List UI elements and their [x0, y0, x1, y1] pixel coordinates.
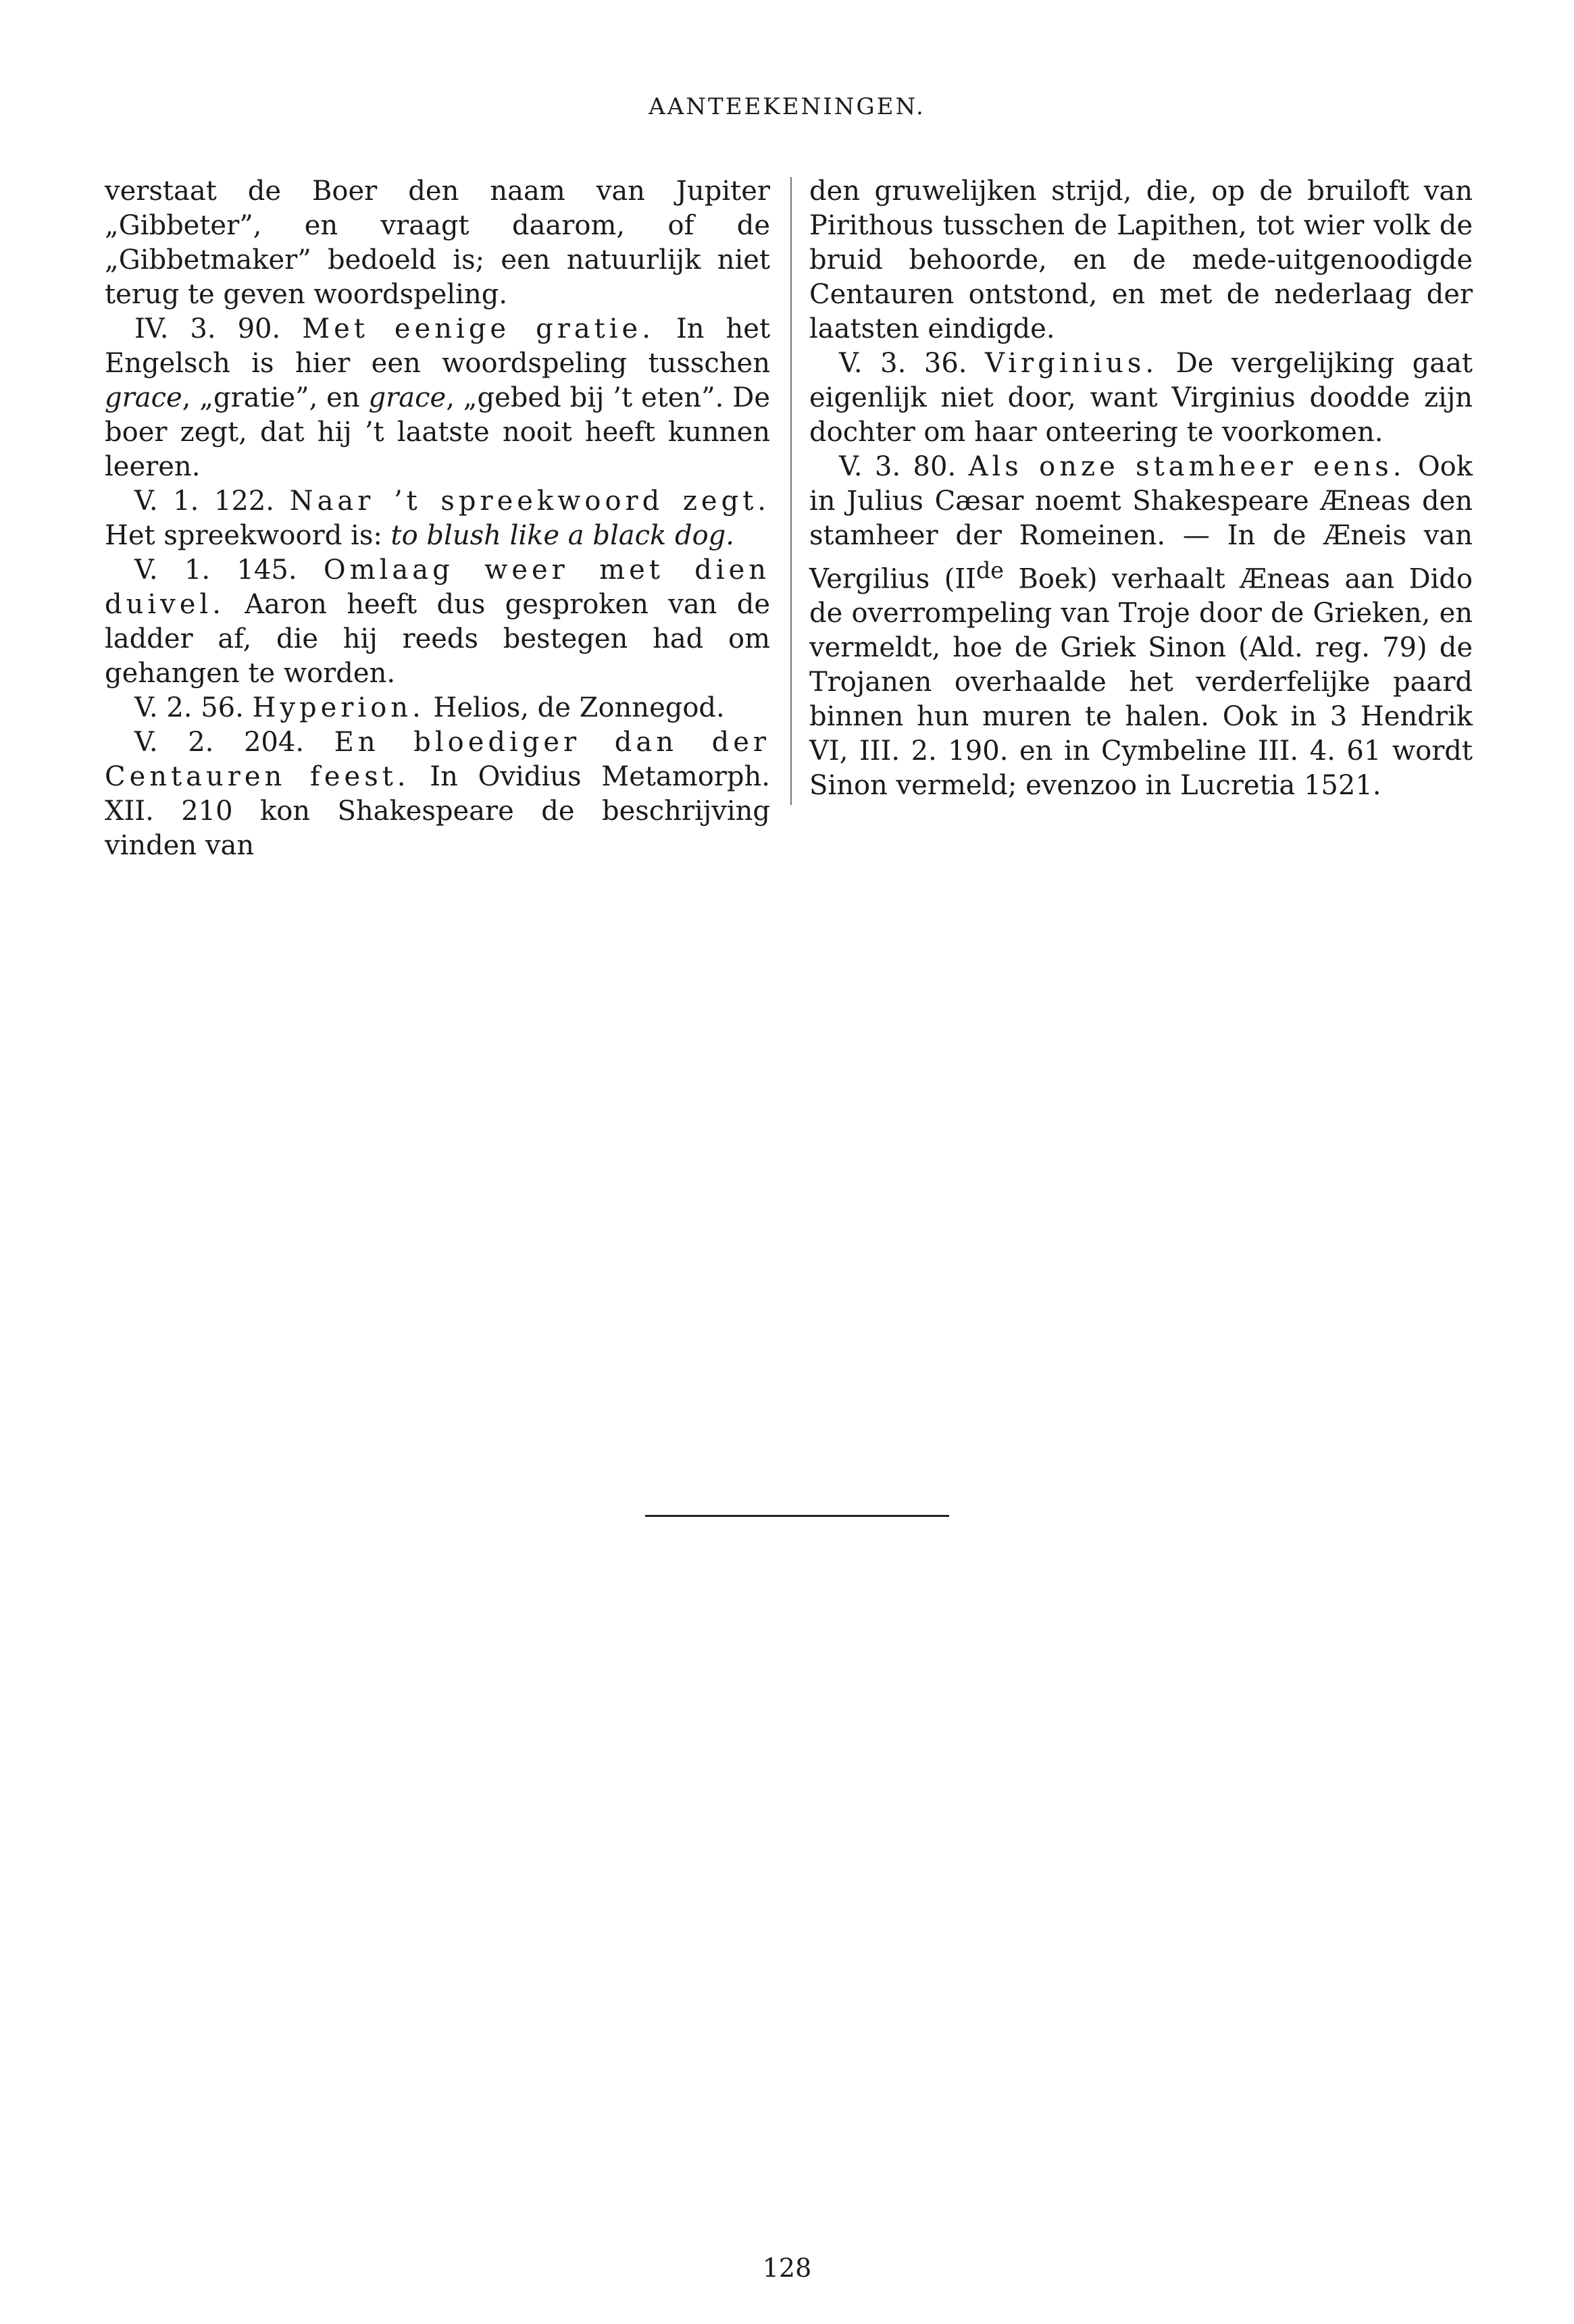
note-lemma: Omlaag weer met dien duivel. [105, 554, 770, 620]
note-v-3-80 [809, 450, 1473, 803]
proverb-quote: to blush like a black dog. [390, 520, 734, 551]
section-end-rule [645, 1515, 949, 1517]
left-column [105, 174, 770, 863]
running-title: AANTEEKENINGEN. [649, 93, 925, 120]
note-ref: V. 3. 36. [839, 348, 967, 379]
note-continuation: verstaat de Boer den naam van Jupiter „Gibbeter”, en vraagt daarom, of de „Gibbetmaker” bedoeld is; een natuurlijk niet terug te geven woordspeling. [105, 176, 770, 310]
note-text: Het spreekwoord is: [105, 520, 391, 551]
note-text: In het Engelsch is hier een woordspeling tusschen [105, 313, 771, 379]
note-ref: V. 2. 56. [134, 692, 244, 723]
italic-term: grace [105, 382, 182, 413]
column-divider [790, 177, 792, 805]
note-lemma: Naar ’t spreekwoord zegt. [289, 486, 770, 517]
note-text: Aaron heeft dus gesproken van de ladder af, die hij reeds bestegen had om gehangen te worden. [105, 589, 770, 689]
note-text: Ook in Julius Cæsar noemt Shakespeare Æneas den stamheer der Romeinen. — In de Æneis van Vergilius (II [809, 451, 1473, 595]
note-v-2-204 [105, 725, 770, 863]
note-text: , „gratie”, en [182, 382, 369, 413]
note-ref: V. 2. 204. [134, 727, 305, 758]
note-lemma: En bloediger dan der Centauren feest. [105, 727, 770, 792]
note-v-3-36 [809, 346, 1473, 450]
note-lemma: Met eenige gratie. [302, 313, 655, 344]
note-ref: V. 3. 80. [839, 451, 957, 482]
note-v-1-145 [105, 553, 770, 691]
note-ref: V. 1. 145. [134, 554, 297, 586]
note-iv-3-90 [105, 312, 770, 484]
right-column [809, 174, 1473, 803]
note-text: Boek) verhaalt Æneas aan Dido de overrompeling van Troje door de Grieken, en vermeldt, hoe de Griek Sinon (Ald. reg. 79) de Trojanen overhaalde het verderfelijke paard binnen hun muren te halen. Ook in 3 Hendrik VI, III. 2. 190. en in Cymbeline III. 4. 61 wordt Sinon vermeld; evenzoo in Lucretia 1521. [809, 563, 1473, 802]
italic-term: grace [368, 382, 447, 413]
note-lemma: Als onze stamheer eens. [968, 451, 1406, 482]
note-lemma: Hyperion. [252, 692, 425, 723]
page-number: 128 [762, 2253, 812, 2283]
note-text: De vergelijking gaat eigenlijk niet door, want Virginius doodde zijn dochter om haar onteering te voorkomen. [809, 348, 1473, 448]
note-text: Helios, de Zonnegod. [424, 692, 725, 723]
note-v-2-56 [105, 691, 770, 725]
note-continuation: den gruwelijken strijd, die, op de bruiloft van Pirithous tusschen de Lapithen, tot wier volk de bruid behoorde, en de mede-uitgenoodigde Centauren ontstond, en met de nederlaag der laatsten eindigde. [809, 176, 1473, 344]
note-ref: V. 1. 122. [134, 486, 274, 517]
note-lemma: Virginius. [985, 348, 1159, 379]
note-v-1-122 [105, 484, 770, 553]
superscript: de [975, 557, 1005, 584]
note-text: , „gebed bij ’t eten”. De boer zegt, dat hij ’t laatste nooit heeft kunnen leeren. [105, 382, 770, 482]
note-ref: IV. 3. 90. [134, 313, 281, 344]
note-text: In Ovidius Metamorph. XII. 210 kon Shakespeare de beschrijving vinden van [105, 761, 770, 861]
